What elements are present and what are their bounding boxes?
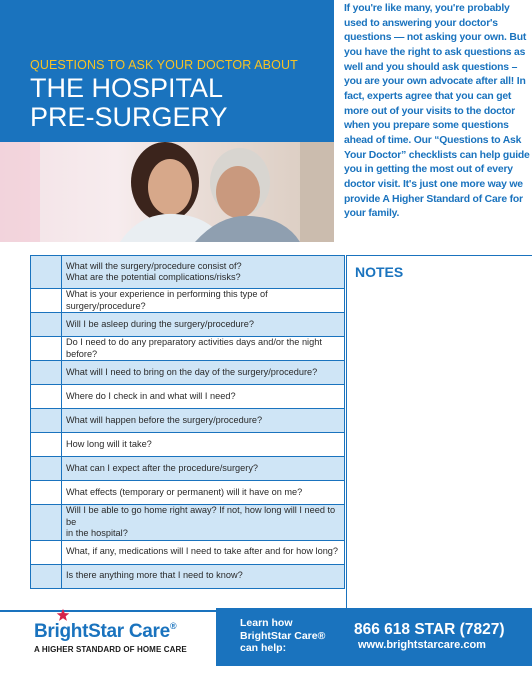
table-row bbox=[31, 433, 345, 457]
question-text: Do I need to do any preparatory activities days and/or the night before? bbox=[62, 337, 345, 361]
table-row bbox=[31, 540, 345, 564]
logo-text: BrightStar Care bbox=[34, 621, 170, 642]
checkbox-cell[interactable] bbox=[31, 337, 62, 361]
notes-area[interactable] bbox=[346, 255, 532, 610]
checkbox-cell[interactable] bbox=[31, 313, 62, 337]
table-row bbox=[31, 385, 345, 409]
checkbox-cell[interactable] bbox=[31, 433, 62, 457]
table-row bbox=[31, 313, 345, 337]
question-text: What can I expect after the procedure/surgery? bbox=[62, 457, 345, 481]
checkbox-cell[interactable] bbox=[31, 540, 62, 564]
checkbox-cell[interactable] bbox=[31, 289, 62, 313]
nurse-patient-photo bbox=[0, 142, 334, 242]
question-text: Where do I check in and what will I need? bbox=[62, 385, 345, 409]
bottom-margin bbox=[0, 666, 532, 688]
checkbox-cell[interactable] bbox=[31, 505, 62, 541]
question-text: What will the surgery/procedure consist of? What are the potential complications/risks? bbox=[62, 256, 345, 289]
question-text: What will I need to bring on the day of the surgery/procedure? bbox=[62, 361, 345, 385]
question-text: How long will it take? bbox=[62, 433, 345, 457]
question-text: Will I be asleep during the surgery/procedure? bbox=[62, 313, 345, 337]
checkbox-cell[interactable] bbox=[31, 409, 62, 433]
star-icon bbox=[56, 608, 70, 622]
checkbox-cell[interactable] bbox=[31, 256, 62, 289]
table-row bbox=[31, 256, 345, 289]
checkbox-cell[interactable] bbox=[31, 457, 62, 481]
learn-how-text: Learn how BrightStar Care® can help: bbox=[240, 617, 326, 654]
intro-text: If you're like many, you're probably used to answering your doctor's questions — not asking your own. But you have the right to ask questions as well and you should ask questions – you are your own advocate after all! In fact, experts agree that you can get more out of your visits to the doctor when you prepare some questions ahead of time. Our “Questions to Ask Your Doctor” checklists can help guide you in getting the most out of every doctor visit. It's just one more way we provide A Higher Standard of Care for your family. bbox=[344, 3, 530, 220]
notes-title: NOTES bbox=[355, 264, 404, 280]
question-text: What, if any, medications will I need to take after and for how long? bbox=[62, 540, 345, 564]
table-row bbox=[31, 409, 345, 433]
website-link[interactable]: www.brightstarcare.com bbox=[358, 639, 486, 651]
table-row bbox=[31, 289, 345, 313]
table-row bbox=[31, 457, 345, 481]
question-text: What effects (temporary or permanent) will it have on me? bbox=[62, 481, 345, 505]
table-row bbox=[31, 505, 345, 541]
header-subtitle: QUESTIONS TO ASK YOUR DOCTOR ABOUT bbox=[30, 58, 298, 72]
checkbox-cell[interactable] bbox=[31, 564, 62, 588]
checkbox-cell[interactable] bbox=[31, 361, 62, 385]
brightstar-logo[interactable] bbox=[34, 621, 176, 643]
checkbox-cell[interactable] bbox=[31, 481, 62, 505]
header-banner bbox=[0, 0, 334, 142]
logo-tagline: A HIGHER STANDARD OF HOME CARE bbox=[34, 645, 187, 654]
question-text: What is your experience in performing this type of surgery/procedure? bbox=[62, 289, 345, 313]
phone-number[interactable]: 866 618 STAR (7827) bbox=[354, 621, 505, 638]
table-row bbox=[31, 337, 345, 361]
title-line-2: PRE-SURGERY bbox=[30, 102, 228, 132]
question-text: What will happen before the surgery/procedure? bbox=[62, 409, 345, 433]
photo-illustration bbox=[0, 142, 334, 242]
registered-mark: ® bbox=[169, 621, 177, 631]
table-row bbox=[31, 361, 345, 385]
question-text: Is there anything more that I need to know? bbox=[62, 564, 345, 588]
checkbox-cell[interactable] bbox=[31, 385, 62, 409]
table-row bbox=[31, 564, 345, 588]
question-text: Will I be able to go home right away? If not, how long will I need to be in the hospital? bbox=[62, 505, 345, 541]
questions-table bbox=[30, 255, 345, 589]
page-title bbox=[30, 74, 228, 132]
table-row bbox=[31, 481, 345, 505]
title-line-1: THE HOSPITAL bbox=[30, 73, 224, 103]
